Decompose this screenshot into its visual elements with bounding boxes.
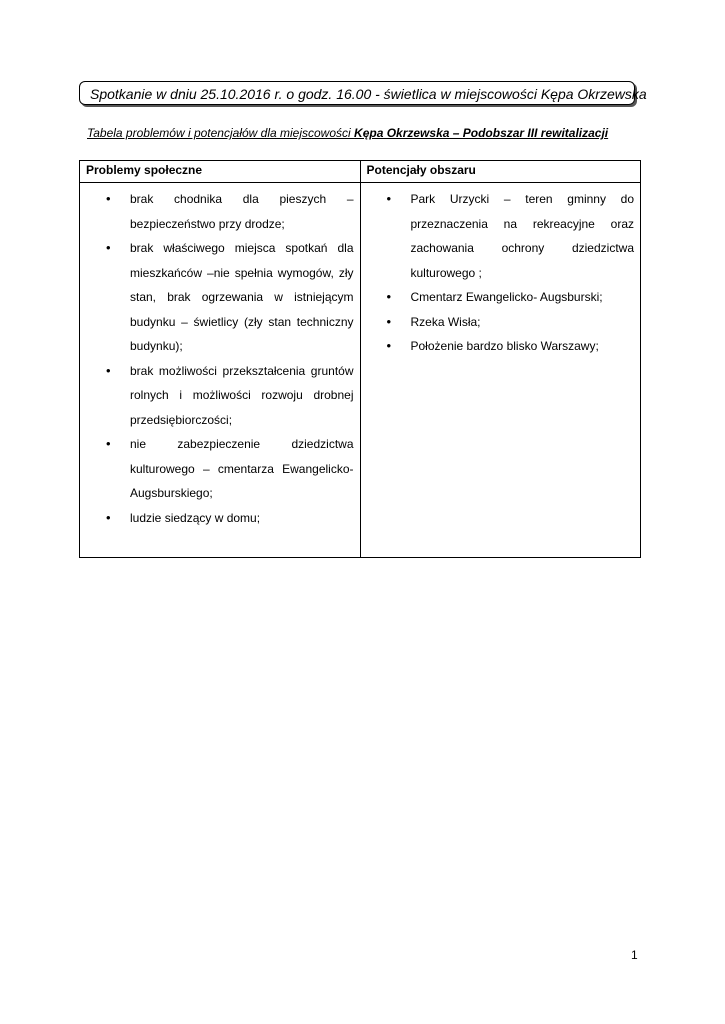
potential-item: • Położenie bardzo blisko Warszawy;	[385, 334, 635, 359]
column-header-problems: Problemy społeczne	[80, 161, 361, 183]
problem-item: • ludzie siedzący w domu;	[104, 506, 354, 531]
potential-item: • Cmentarz Ewangelicko- Augsburski;	[385, 285, 635, 310]
problem-item: • brak chodnika dla pieszych – bezpieczeństwo przy drodze;	[104, 187, 354, 236]
table-caption-prefix: Tabela problemów i potencjałów dla miejscowości	[87, 126, 355, 140]
problem-item: • brak możliwości przekształcenia gruntów rolnych i możliwości rozwoju drobnej przedsiębiorczości;	[104, 359, 354, 433]
potentials-list	[361, 183, 641, 369]
problem-item: • nie zabezpieczenie dziedzictwa kulturowego – cmentarza Ewangelicko-Augsburskiego;	[104, 432, 354, 506]
problems-list	[80, 183, 360, 540]
meeting-title: Spotkanie w dniu 25.10.2016 r. o godz. 16.00 - świetlica w miejscowości Kępa Okrzewska	[79, 81, 635, 105]
problem-item: • brak właściwego miejsca spotkań dla mieszkańców –nie spełnia wymogów, zły stan, brak ogrzewania w istniejącym budynku – świetlicy (zły stan techniczny budynku);	[104, 236, 354, 359]
problems-cell	[80, 183, 361, 558]
potentials-cell	[360, 183, 641, 558]
potential-item: • Rzeka Wisła;	[385, 310, 635, 335]
column-header-potentials: Potencjały obszaru	[360, 161, 641, 183]
table-caption	[87, 126, 608, 140]
problems-potentials-table	[79, 160, 641, 558]
table-caption-area: Kępa Okrzewska – Podobszar III rewitalizacji	[354, 126, 609, 140]
page-number: 1	[631, 948, 638, 962]
potential-item: • Park Urzycki – teren gminny do przeznaczenia na rekreacyjne oraz zachowania ochrony dziedzictwa kulturowego ;	[385, 187, 635, 285]
